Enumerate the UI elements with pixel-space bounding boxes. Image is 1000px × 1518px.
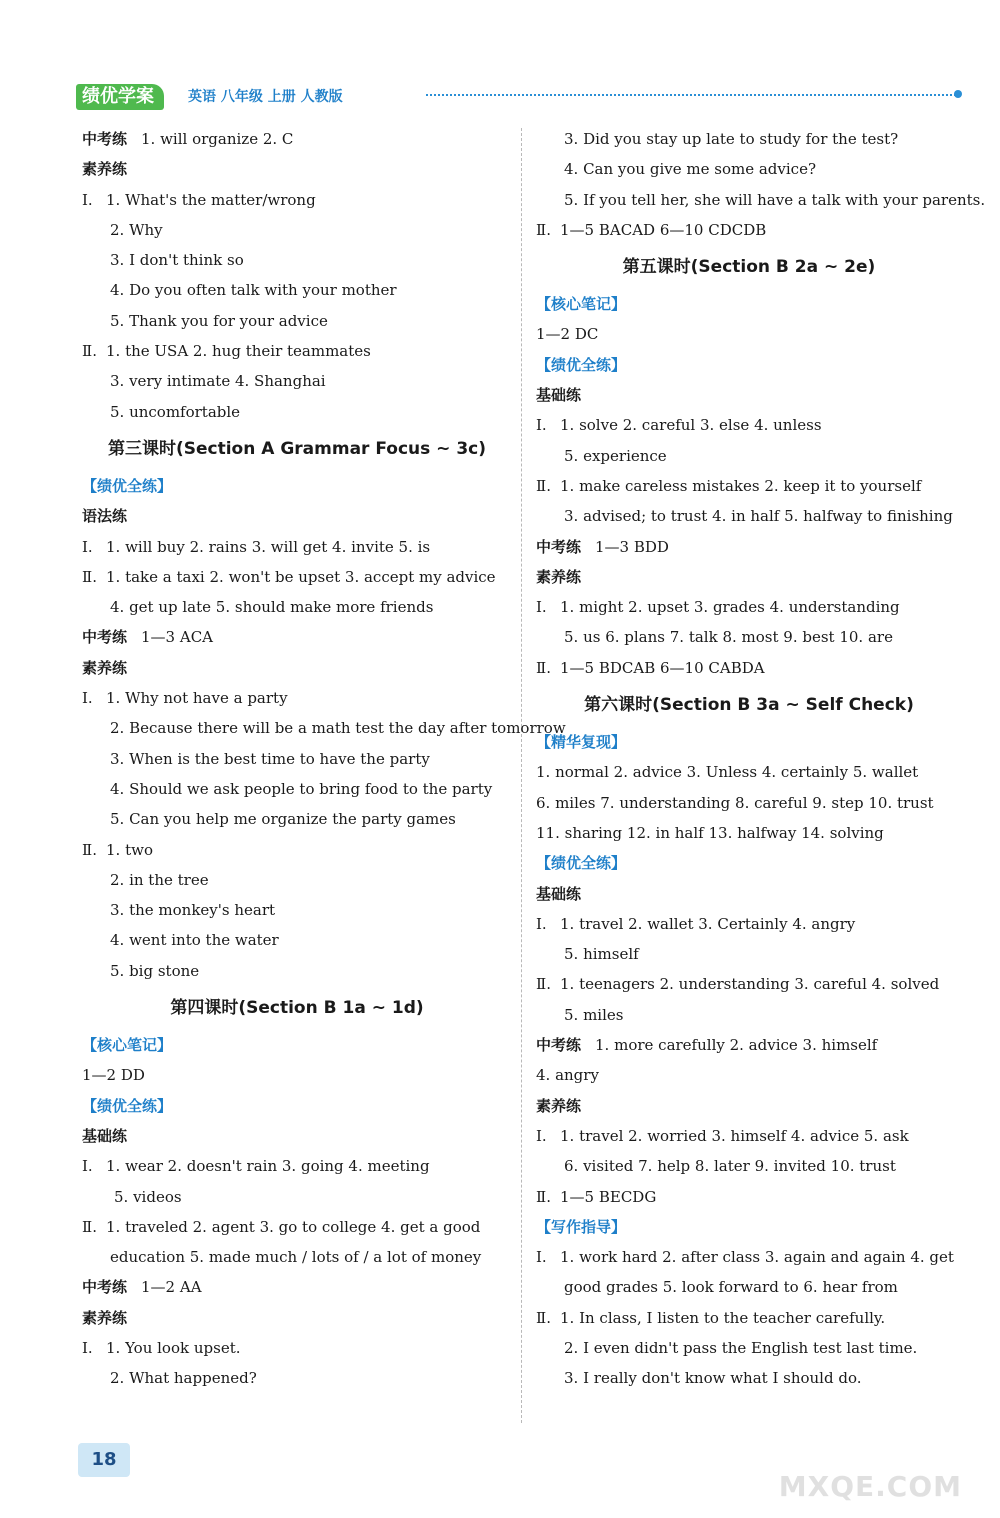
roman-numeral: Ⅱ.: [536, 1187, 551, 1206]
answer-line: [82, 956, 512, 986]
answer-line: [82, 397, 512, 427]
answer-text: 1. travel 2. wallet 3. Certainly 4. angry: [560, 914, 856, 933]
answer-text: 4. get up late 5. should make more friends: [110, 598, 434, 617]
answer-line: [82, 1182, 512, 1212]
answer-line: [82, 1363, 512, 1393]
answer-line: [82, 1272, 512, 1302]
answer-text: 2. in the tree: [110, 870, 209, 889]
answer-text: 1. might 2. upset 3. grades 4. understanding: [560, 598, 900, 617]
roman-numeral: Ⅰ.: [82, 689, 93, 708]
answer-text: 4. Do you often talk with your mother: [110, 281, 397, 300]
answer-line: [536, 1333, 962, 1363]
answer-line: [536, 1303, 962, 1333]
answer-text: 1. more carefully 2. advice 3. himself: [595, 1036, 878, 1055]
answer-text: good grades 5. look forward to 6. hear from: [564, 1278, 898, 1297]
exercise-label: 素养练: [82, 160, 128, 179]
exercise-label: 素养练: [536, 567, 582, 586]
answer-line: [82, 865, 512, 895]
exercise-label: 基础练: [536, 884, 582, 903]
answer-line: [82, 562, 512, 592]
roman-numeral: Ⅱ.: [536, 658, 551, 677]
answer-text: 5. experience: [564, 446, 667, 465]
answer-text: 5. himself: [564, 945, 639, 964]
roman-numeral: Ⅰ.: [536, 914, 547, 933]
answer-line: [82, 1212, 512, 1242]
answer-text: 6. miles 7. understanding 8. careful 9. step 10. trust: [536, 793, 934, 812]
answer-line: [536, 1060, 962, 1090]
answer-text: 2. Because there will be a math test the day after tomorrow: [110, 719, 566, 738]
answer-line: [82, 1333, 512, 1363]
roman-numeral: Ⅱ.: [82, 342, 97, 361]
roman-numeral: Ⅰ.: [82, 537, 93, 556]
right-column: [536, 124, 986, 1394]
answer-line: [536, 939, 962, 969]
answer-text: 1. work hard 2. after class 3. again and again 4. get: [560, 1248, 954, 1267]
answer-text: 1. two: [106, 840, 153, 859]
answer-line: [82, 622, 512, 652]
answer-line: [536, 441, 962, 471]
answer-text: education 5. made much / lots of / a lot of money: [110, 1248, 482, 1267]
answer-text: 1—2 DD: [82, 1066, 145, 1085]
answer-line: [536, 410, 962, 440]
answer-text: 2. I even didn't pass the English test last time.: [564, 1338, 918, 1357]
answer-text: 1. normal 2. advice 3. Unless 4. certainly 5. wallet: [536, 763, 919, 782]
section-tag: 【绩优全练】: [536, 355, 627, 374]
answer-line: [536, 818, 962, 848]
answer-text: 3. Did you stay up late to study for the test?: [564, 130, 899, 148]
answer-line: [536, 1121, 962, 1151]
answer-text: 6. visited 7. help 8. later 9. invited 10. trust: [564, 1157, 896, 1176]
lesson-heading: 第四课时(Section B 1a ~ 1d): [170, 998, 424, 1019]
answer-line: [536, 319, 962, 349]
answer-line: [82, 336, 512, 366]
answer-text: 5. uncomfortable: [110, 402, 241, 421]
exercise-label: 中考练: [536, 1036, 582, 1055]
answer-line: [82, 215, 512, 245]
answer-text: 1. will buy 2. rains 3. will get 4. invite 5. is: [106, 537, 431, 556]
exercise-label: 基础练: [82, 1126, 128, 1145]
answer-line: [536, 622, 962, 652]
roman-numeral: Ⅰ.: [82, 190, 93, 209]
answer-line: [536, 1000, 962, 1030]
answer-line: [82, 683, 512, 713]
answer-text: 1—3 ACA: [141, 628, 214, 647]
answer-line: [82, 1151, 512, 1181]
answer-line: [536, 501, 962, 531]
section-tag: 【核心笔记】: [82, 1036, 173, 1055]
answer-line: [82, 366, 512, 396]
answer-line: [536, 532, 962, 562]
roman-numeral: Ⅱ.: [536, 476, 551, 495]
answer-line: [82, 925, 512, 955]
answer-line: [536, 124, 962, 154]
answer-line: [536, 757, 962, 787]
answer-line: [82, 713, 566, 743]
answer-line: [536, 1151, 962, 1181]
answer-text: 5. Can you help me organize the party games: [110, 810, 456, 829]
exercise-label: 中考练: [536, 537, 582, 556]
lesson-heading: 第五课时(Section B 2a ~ 2e): [622, 257, 876, 278]
lesson-heading: 第三课时(Section A Grammar Focus ~ 3c): [107, 438, 487, 459]
answer-text: 5. Thank you for your advice: [110, 311, 328, 330]
answer-line: [536, 1363, 962, 1393]
lesson-heading: 第六课时(Section B 3a ~ Self Check): [584, 695, 914, 716]
answer-text: 1—2 AA: [141, 1278, 202, 1297]
answer-text: 5. us 6. plans 7. talk 8. most 9. best 10. are: [564, 628, 893, 647]
roman-numeral: Ⅱ.: [82, 840, 97, 859]
answer-text: 1. travel 2. worried 3. himself 4. advice 5. ask: [560, 1126, 909, 1145]
answer-text: 1—5 BACAD 6—10 CDCDB: [560, 220, 767, 239]
answer-text: 1—5 BDCAB 6—10 CABDA: [560, 658, 765, 677]
answer-line: [536, 1182, 962, 1212]
roman-numeral: Ⅱ.: [536, 220, 551, 239]
answer-line: [82, 532, 512, 562]
answer-text: 1. the USA 2. hug their teammates: [106, 342, 371, 361]
section-tag: 【写作指导】: [536, 1217, 627, 1236]
answer-text: 4. angry: [536, 1066, 599, 1085]
answer-text: 2. What happened?: [110, 1369, 257, 1388]
column-divider: [521, 128, 522, 1423]
answer-text: 1. make careless mistakes 2. keep it to yourself: [560, 476, 922, 495]
answer-line: [82, 124, 512, 154]
answer-line: [82, 835, 512, 865]
header-dot-icon: [954, 90, 962, 98]
answer-text: 1. solve 2. careful 3. else 4. unless: [560, 416, 822, 435]
roman-numeral: Ⅰ.: [536, 598, 547, 617]
answer-text: 3. very intimate 4. Shanghai: [110, 372, 326, 391]
exercise-label: 中考练: [82, 130, 128, 148]
answer-text: 5. miles: [564, 1005, 624, 1024]
answer-line: [82, 895, 512, 925]
section-tag: 【绩优全练】: [536, 854, 627, 873]
answer-text: 1. traveled 2. agent 3. go to college 4. get a good: [106, 1217, 481, 1236]
answer-text: 1. take a taxi 2. won't be upset 3. accept my advice: [106, 567, 496, 586]
answer-text: 1. teenagers 2. understanding 3. careful 4. solved: [560, 975, 940, 994]
answer-line: [536, 592, 962, 622]
roman-numeral: Ⅰ.: [536, 1126, 547, 1145]
header-dotted-rule: [426, 94, 956, 96]
answer-line: [82, 804, 512, 834]
brand-badge: 绩优学案: [76, 84, 164, 110]
answer-text: 3. When is the best time to have the party: [110, 749, 430, 768]
exercise-label: 中考练: [82, 628, 128, 647]
answer-line: [82, 1060, 512, 1090]
answer-line: [536, 471, 962, 501]
answer-line: [536, 653, 962, 683]
answer-line: [82, 1242, 512, 1272]
answer-line: [536, 909, 962, 939]
answer-line: [82, 744, 512, 774]
section-tag: 【核心笔记】: [536, 295, 627, 314]
answer-line: [82, 306, 512, 336]
answer-line: [536, 154, 962, 184]
answer-text: 1. You look upset.: [106, 1338, 241, 1357]
answer-text: 3. I really don't know what I should do.: [564, 1369, 862, 1388]
answer-text: 2. Why: [110, 220, 163, 239]
answer-text: 1. will organize 2. C: [141, 130, 294, 148]
answer-text: 3. the monkey's heart: [110, 901, 276, 920]
answer-line: [82, 245, 512, 275]
exercise-label: 素养练: [536, 1096, 582, 1115]
exercise-label: 素养练: [82, 658, 128, 677]
answer-text: 3. I don't think so: [110, 251, 244, 270]
answer-line: [82, 774, 512, 804]
answer-text: 4. Should we ask people to bring food to the party: [110, 779, 493, 798]
answer-text: 11. sharing 12. in half 13. halfway 14. solving: [536, 823, 884, 842]
answer-text: 1—3 BDD: [595, 537, 669, 556]
answer-line: [536, 215, 962, 245]
answer-text: 4. went into the water: [110, 931, 279, 950]
left-column: [82, 124, 566, 1394]
answer-line: [82, 275, 512, 305]
answer-text: 1. Why not have a party: [106, 689, 288, 708]
answer-text: 5. videos: [114, 1187, 182, 1206]
answer-text: 1—5 BECDG: [560, 1187, 657, 1206]
answer-line: [536, 1242, 962, 1272]
roman-numeral: Ⅰ.: [536, 1248, 547, 1267]
answer-line: [82, 185, 512, 215]
section-tag: 【绩优全练】: [82, 476, 173, 495]
answer-text: 1. wear 2. doesn't rain 3. going 4. meeting: [106, 1157, 430, 1176]
answer-line: [536, 788, 962, 818]
exercise-label: 语法练: [82, 507, 128, 526]
answer-text: 3. advised; to trust 4. in half 5. halfway to finishing: [564, 507, 953, 526]
exercise-label: 中考练: [82, 1278, 128, 1297]
roman-numeral: Ⅱ.: [82, 1217, 97, 1236]
answer-text: 5. big stone: [110, 961, 200, 980]
roman-numeral: Ⅱ.: [82, 567, 97, 586]
roman-numeral: Ⅰ.: [536, 416, 547, 435]
exercise-label: 基础练: [536, 386, 582, 405]
answer-text: 4. Can you give me some advice?: [564, 160, 816, 179]
answer-text: 5. If you tell her, she will have a talk with your parents.: [564, 190, 986, 209]
roman-numeral: Ⅱ.: [536, 1308, 551, 1327]
answer-line: [536, 1030, 962, 1060]
answer-text: 1. What's the matter/wrong: [106, 190, 316, 209]
section-tag: 【精华复现】: [536, 733, 627, 752]
answer-line: [536, 969, 962, 999]
answer-line: [536, 185, 986, 215]
answer-line: [536, 1272, 962, 1302]
page-header: [76, 84, 962, 112]
answer-text: 1. In class, I listen to the teacher carefully.: [560, 1308, 886, 1327]
answer-text: 1—2 DC: [536, 325, 599, 344]
book-subtitle: 英语 八年级 上册 人教版: [188, 89, 343, 105]
roman-numeral: Ⅰ.: [82, 1338, 93, 1357]
section-tag: 【绩优全练】: [82, 1096, 173, 1115]
watermark: MXQE.COM: [778, 1470, 962, 1503]
answer-line: [82, 592, 512, 622]
page-number: 18: [78, 1443, 130, 1477]
exercise-label: 素养练: [82, 1308, 128, 1327]
roman-numeral: Ⅱ.: [536, 975, 551, 994]
roman-numeral: Ⅰ.: [82, 1157, 93, 1176]
